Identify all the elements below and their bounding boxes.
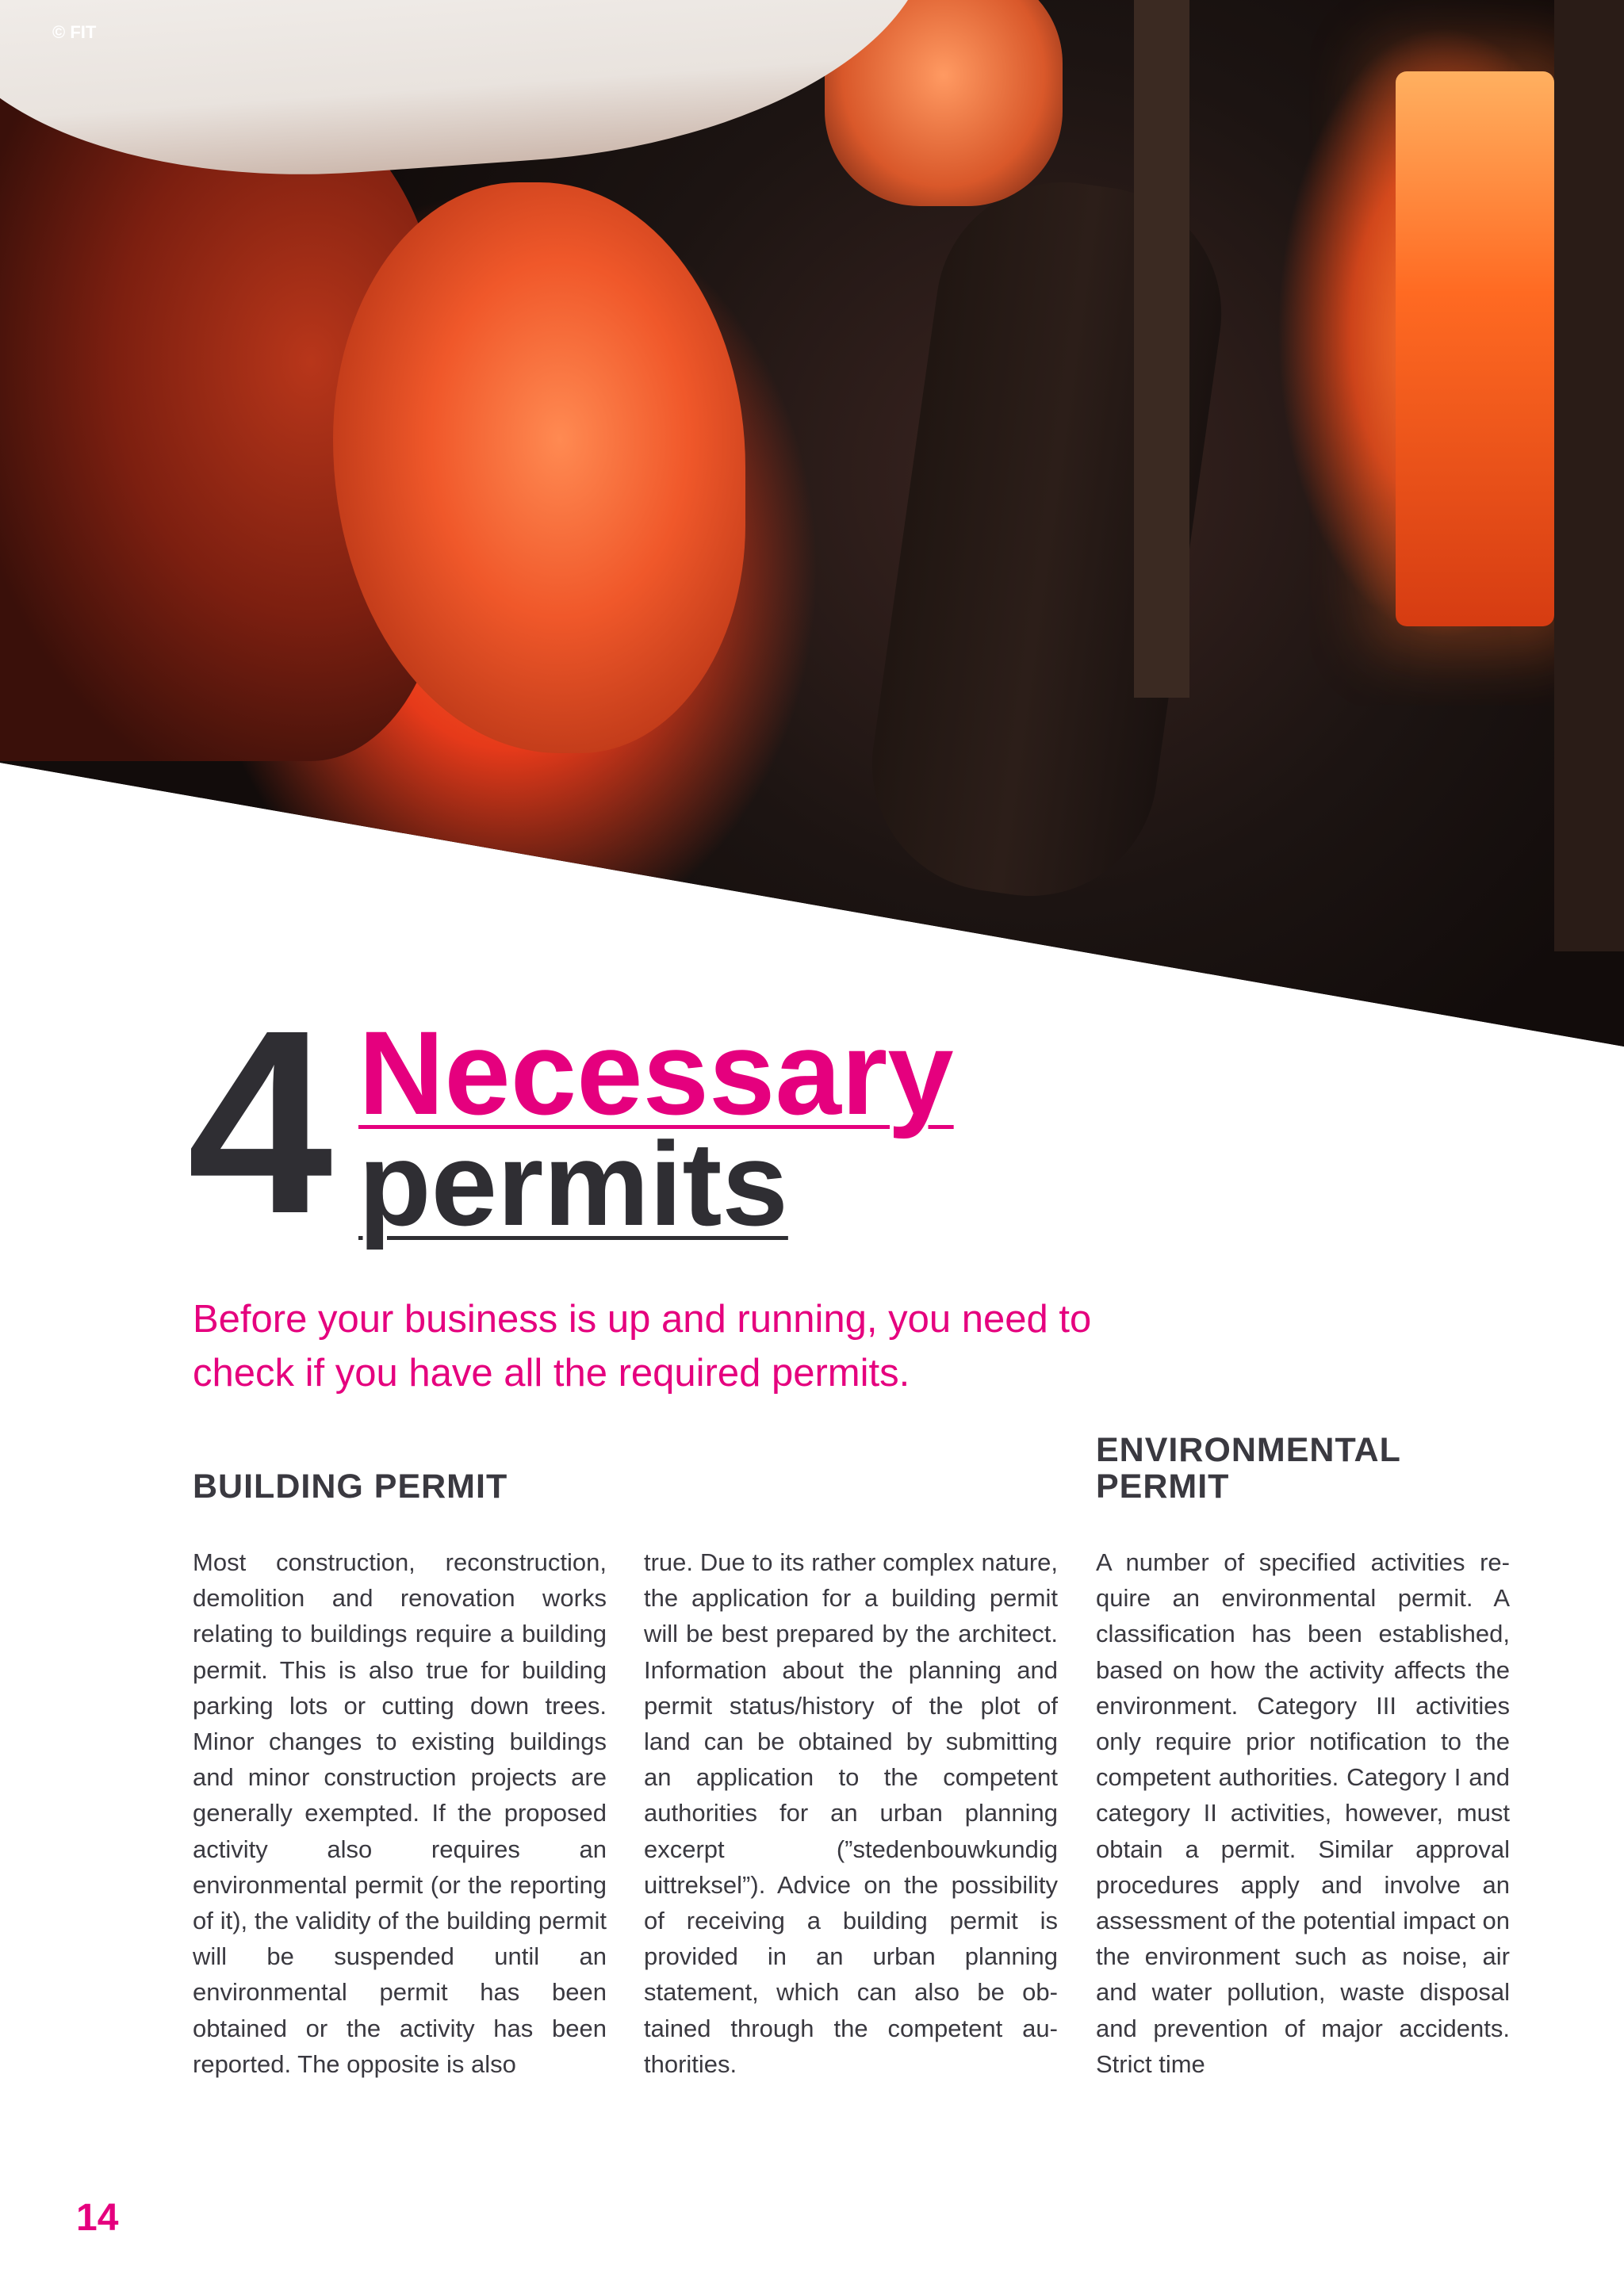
environmental-permit-heading: ENVIRONMENTAL PERMIT (1096, 1431, 1401, 1506)
building-permit-heading: BUILDING PERMIT (193, 1468, 508, 1506)
photo-machine-frame-right (1554, 0, 1624, 951)
intro-text: Before your business is up and running, you need to check if you have all the required permits. (193, 1298, 1092, 1395)
environmental-permit-text: A number of specified activities require an environmental permit. A classification has been established, based on how the activity affects the environment. Category III activities only require prior notification to the competent authorities. Category I and category II activities, however, must obtain a permit. Similar approval procedures apply and involve an assessment of the potential impact on the environment such as noise, air and water pollution, waste disposal and prevention of major accidents. Strict time (1096, 1548, 1510, 2078)
building-permit-text-col-1: Most construction, reconstruction, demolition and renovation works relating to buildings require a building permit. This is also true for building parking lots or cutting down trees. Minor changes to existing buildings and minor construction projects are generally exempted. If the proposed activity also requires an environmental permit (or the reporting of it), the validity of the building permit will be suspended until an environmental permit has been obtained or the activity has been reported. The opposite is also (193, 1548, 607, 2078)
photo-credit: © FIT (52, 22, 97, 42)
page-number: 14 (76, 2197, 119, 2239)
chapter-title-line-1: Necessary (358, 1006, 954, 1139)
photo-machine-frame (1134, 0, 1189, 698)
chapter-title-line-2: permits (358, 1117, 788, 1250)
photo-furnace-window (1396, 71, 1554, 626)
hero-photo (0, 0, 1624, 1047)
building-permit-text-col-2: true. Due to its rather complex nature, the application for a building permit will be best prepared by the architect. Information about the planning and permit status/history of the plot of land can be obtained by submitting an application to the competent authorities for an urban planning excerpt (”stedenbouwkundig uittreksel”). Advice on the possibility of receiving a building permit is provided in an urban planning statement, which can also be obtained through the competent authorities. (644, 1548, 1058, 2078)
chapter-number: 4 (187, 975, 325, 1268)
